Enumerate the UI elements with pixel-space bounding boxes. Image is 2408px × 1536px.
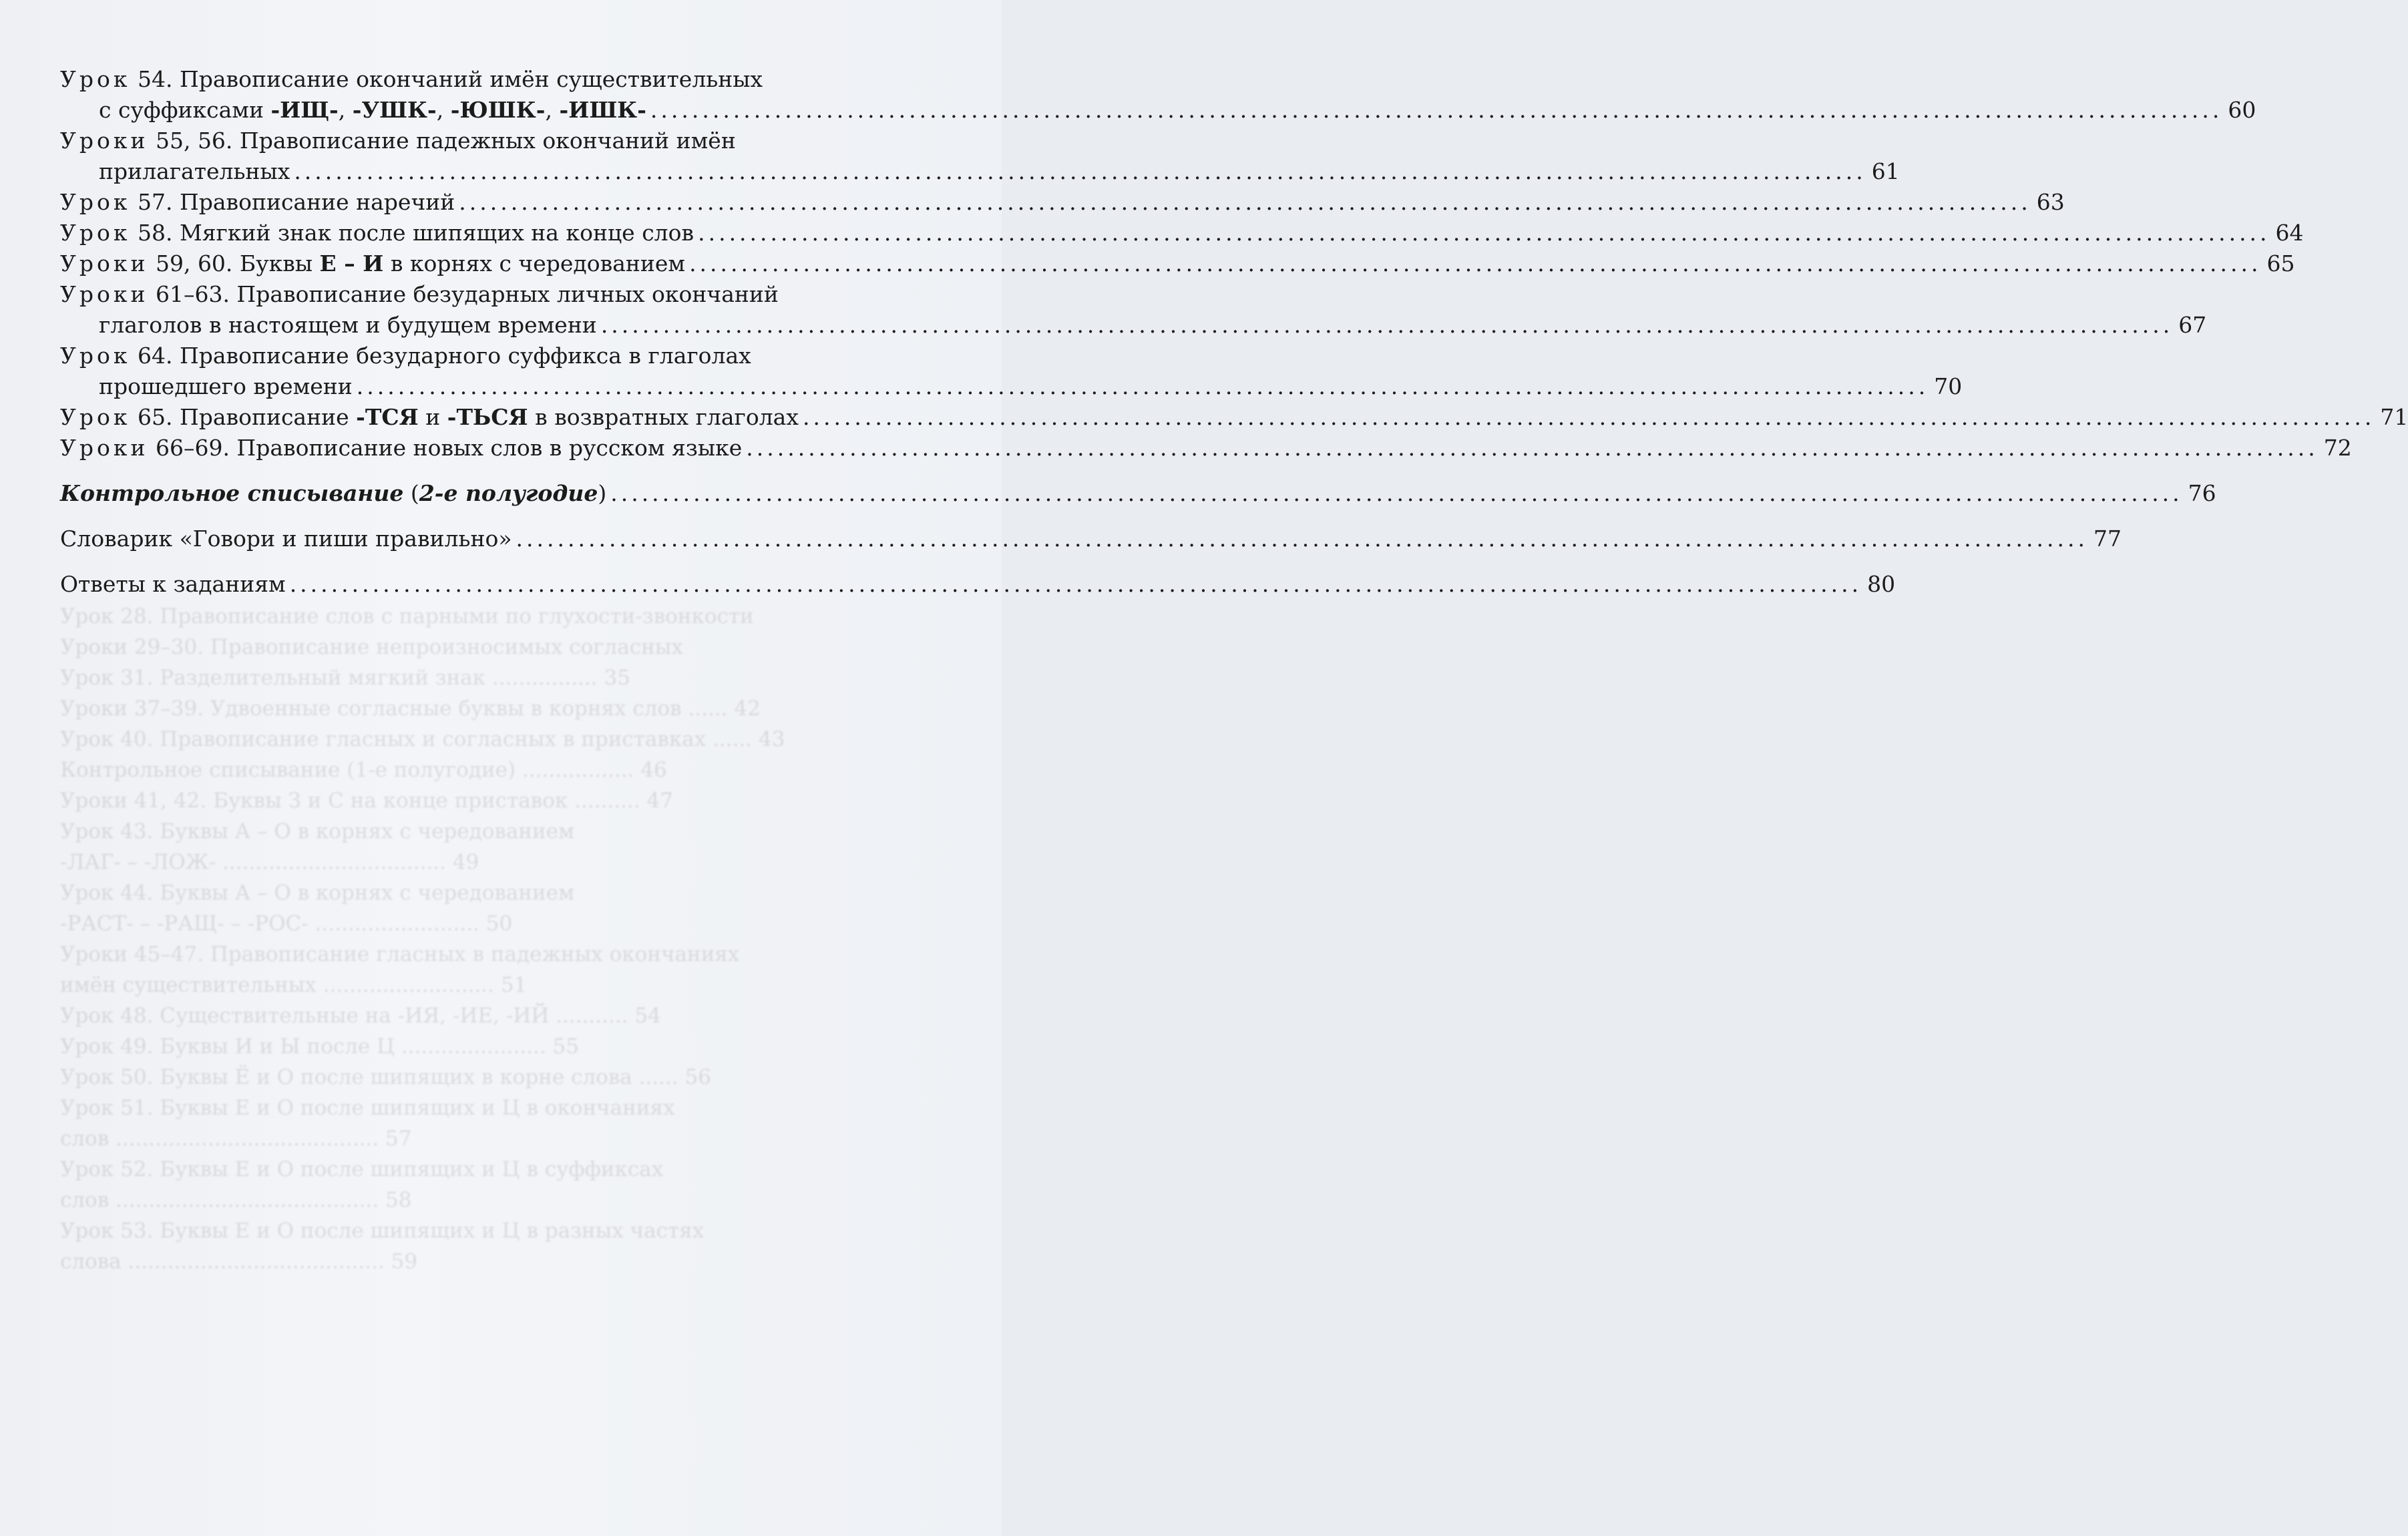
leader-dots: ........................................................................................................................................................ xyxy=(610,480,2183,506)
toc-entry-title: Словарик «Говори и пиши правильно» xyxy=(60,526,512,552)
toc-entry-title: Ответы к заданиям xyxy=(60,571,286,597)
leader-dots: ........................................................................................................................................................ xyxy=(459,189,2031,215)
page-number: 65 xyxy=(2266,250,2295,276)
leader-dots: ........................................................................................................................................................ xyxy=(698,220,2270,246)
toc-entry-title: Контрольное списывание (2-е полугодие) xyxy=(60,480,607,506)
leader-dots: ........................................................................................................................................................ xyxy=(356,373,1929,399)
toc-entry-title: Урок 57. Правописание наречий xyxy=(60,189,455,215)
page-number: 63 xyxy=(2036,189,2065,215)
toc-entry-title: Уроки 61–63. Правописание безударных личных окончаний xyxy=(60,281,779,307)
toc-entry-title: Уроки 55, 56. Правописание падежных окончаний имён xyxy=(60,128,736,154)
toc-entry-lessons-66-69[interactable] xyxy=(60,433,2352,463)
toc-entry-lesson-57[interactable] xyxy=(60,187,2065,218)
leader-dots: ........................................................................................................................................................ xyxy=(289,571,1862,597)
toc-entry-title: Урок 65. Правописание -ТСЯ и -ТЬСЯ в возвратных глаголах xyxy=(60,404,799,430)
leader-dots: ........................................................................................................................................................ xyxy=(600,312,2174,338)
toc-entry-lesson-64[interactable]: Урок 64. Правописание безударного суффикса в глаголах прошедшего времени ........................................................................................................................................................ 70 xyxy=(60,341,955,402)
toc-entry-lessons-61-63[interactable]: Уроки 61–63. Правописание безударных личных окончаний глаголов в настоящем и будущем времени ........................................................................................................................................................ 67 xyxy=(60,279,955,341)
toc-entry-title: Урок 58. Мягкий знак после шипящих на конце слов xyxy=(60,220,694,246)
toc-entry-lesson-65[interactable] xyxy=(60,402,2408,433)
toc-entry-title: Уроки 59, 60. Буквы Е – И в корнях с чередованием xyxy=(60,250,686,276)
page-number: 70 xyxy=(1934,373,1963,399)
page-number: 71 xyxy=(2380,404,2408,430)
leader-dots: ........................................................................................................................................................ xyxy=(650,97,2223,123)
toc-entry-title: Уроки 66–69. Правописание новых слов в русском языке xyxy=(60,435,743,461)
toc-entry-title: Урок 54. Правописание окончаний имён существительных xyxy=(60,66,763,92)
leader-dots: ........................................................................................................................................................ xyxy=(294,158,1866,184)
leader-dots: ........................................................................................................................................................ xyxy=(516,526,2088,552)
page-number: 77 xyxy=(2093,526,2122,552)
page-number: 76 xyxy=(2188,480,2216,506)
page-number: 67 xyxy=(2178,312,2207,338)
toc-entry-lesson-58[interactable] xyxy=(60,218,2304,248)
toc-entry-lessons-59-60[interactable] xyxy=(60,248,2295,279)
page-number: 61 xyxy=(1871,158,1900,184)
page-number: 80 xyxy=(1867,571,1896,597)
leader-dots: ........................................................................................................................................................ xyxy=(746,435,2319,461)
toc-entry-lessons-55-56[interactable]: Уроки 55, 56. Правописание падежных окончаний имён прилагательных ........................................................................................................................................................ 61 xyxy=(60,126,955,187)
page-number: 60 xyxy=(2228,97,2256,123)
toc-entry-dictionary[interactable] xyxy=(60,524,2122,554)
leader-dots: ........................................................................................................................................................ xyxy=(689,250,2262,276)
table-of-contents xyxy=(60,64,2408,600)
toc-entry-control-copying[interactable] xyxy=(60,478,2216,509)
leader-dots: ........................................................................................................................................................ xyxy=(802,404,2375,430)
reverse-side-bleed: Урок 28. Правописание слов с парными по глухости-звонкости Уроки 29–30. Правописание непроизносимых согласных Урок 31. Разделительный мягкий знак ................ 35 Уроки 37–39. Удвоенные согласные буквы в корнях слов ...... 42 Урок 40. Правописание гласных и согласных в приставках ...... 43 Контрольное списывание (1-е полугодие) ................. 46 Уроки 41, 42. Буквы З и С на конце приставок .......... 47 Урок 43. Буквы А – О в корнях с чередованием -ЛАГ- – -ЛОЖ- .................................. 49 Урок 44. Буквы А – О в корнях с чередованием -РАСТ- – -РАЩ- – -РОС- ......................... 50 Уроки 45–47. Правописание гласных в падежных окончаниях имён существительных .......................... 51 Урок 48. Существительные на -ИЯ, -ИЕ, -ИЙ ........... 54 Урок 49. Буквы И и Ы после Ц ...................... 55 Урок 50. Буквы Ё и О после шипящих в корне слова ...... 56 Урок 51. Буквы Е и О после шипящих и Ц в окончаниях слов ........................................ 57 Урок 52. Буквы Е и О после шипящих и Ц в суффиксах слов ........................................ 58 Урок 53. Буквы Е и О после шипящих и Ц в разных частях слова ....................................... 59 xyxy=(60,604,785,1274)
toc-entry-lesson-54[interactable]: Урок 54. Правописание окончаний имён существительных с суффиксами -ИЩ-, -УШК-, -ЮШК-, -ИШК- ........................................................................................................................................................ 60 xyxy=(60,64,955,126)
toc-entry-title: Урок 64. Правописание безударного суффикса в глаголах xyxy=(60,343,751,369)
page-number: 64 xyxy=(2275,220,2304,246)
toc-entry-answers[interactable] xyxy=(60,569,1896,600)
page-number: 72 xyxy=(2323,435,2352,461)
